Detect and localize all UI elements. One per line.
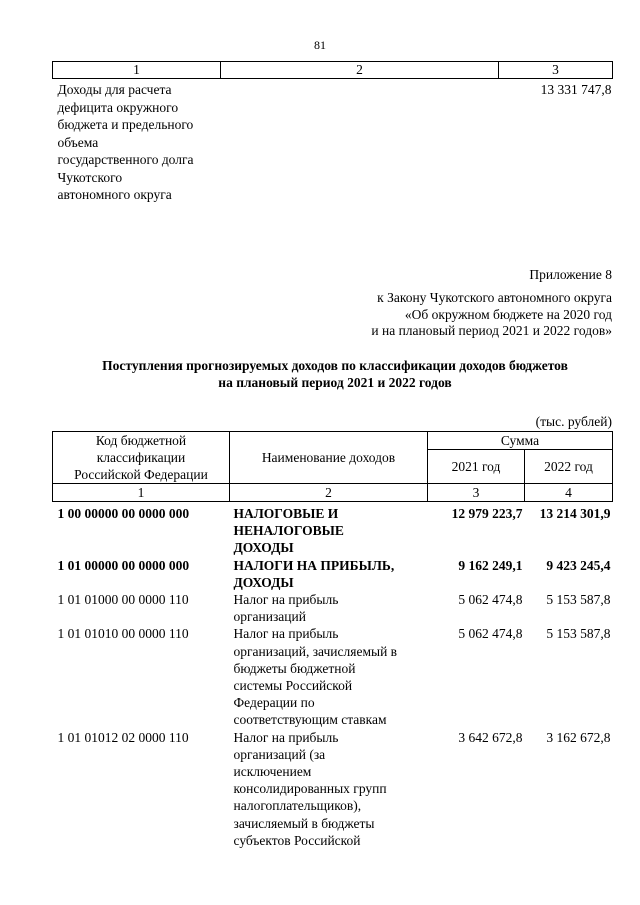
top-row-name [53,79,221,204]
code-header-line: Российской Федерации [74,467,208,482]
table-row [53,625,613,728]
row-name [230,625,428,728]
appendix-line: Приложение 8 [529,267,612,282]
sum-header: Сумма [428,432,613,450]
name-line: системы Российской [233,678,353,694]
row-code: 1 00 00000 00 0000 000 [57,506,190,521]
name-line: автономного округа [57,187,172,202]
row-code: 1 01 00000 00 0000 000 [57,557,190,573]
appendix-line: и на плановый период 2021 и 2022 годов» [371,323,612,338]
name-line: Налог на прибыль [233,729,339,745]
table-row [53,729,613,849]
column-numbers-row [53,484,613,502]
name-line: Налог на прибыль [233,626,339,642]
name-header: Наименование доходов [230,432,428,484]
row-2022: 9 423 245,4 [546,557,611,573]
name-line: НАЛОГОВЫЕ И [233,506,339,521]
row-2022: 3 162 672,8 [546,729,611,745]
name-line: исключением [233,764,312,780]
row-2021: 5 062 474,8 [458,592,523,608]
year-2021-header: 2021 год [428,450,525,484]
name-line: дефицита окружного [57,99,179,115]
top-row-value: 13 331 747,8 [540,82,612,97]
revenue-table [52,431,613,849]
row-name [230,591,428,625]
col-number: 4 [525,484,613,502]
name-line: Федерации по [233,695,315,711]
row-code: 1 01 01000 00 0000 110 [57,592,189,608]
name-line: зачисляемый в бюджеты [233,815,375,831]
row-2022: 5 153 587,8 [546,626,611,642]
row-code: 1 01 01010 00 0000 110 [57,626,189,642]
col-number: 3 [428,484,525,502]
name-line: ДОХОДЫ [233,540,294,556]
page-title [40,357,630,391]
row-2022: 13 214 301,9 [539,506,611,521]
row-name [230,729,428,849]
top-col-3: 3 [499,62,613,79]
top-row-empty [221,79,499,204]
name-line: организаций [233,609,306,625]
name-line: Налог на прибыль [233,592,339,608]
row-name [230,557,428,591]
row-2022: 5 153 587,8 [546,592,611,608]
code-header-line: Код бюджетной [95,433,187,448]
col-number: 1 [53,484,230,502]
name-line: организаций (за [233,746,326,762]
table-row [53,502,613,557]
name-line: ДОХОДЫ [233,574,294,590]
top-table [52,61,613,204]
name-line: бюджеты бюджетной [233,660,356,676]
row-code: 1 01 01012 02 0000 110 [57,729,189,745]
name-line: НАЛОГИ НА ПРИБЫЛЬ, [233,557,395,573]
name-line: консолидированных групп [233,781,387,797]
year-2022-header: 2022 год [525,450,613,484]
row-2021: 9 162 249,1 [458,557,523,573]
title-line: Поступления прогнозируемых доходов по классификации доходов бюджетов [102,358,568,373]
name-line: НЕНАЛОГОВЫЕ [233,523,344,539]
header-row [53,432,613,450]
page-number: 81 [314,38,326,52]
name-line: государственного долга [57,152,194,167]
name-line: объема [57,134,99,150]
top-col-1: 1 [53,62,221,79]
top-col-2: 2 [221,62,499,79]
name-line: субъектов Российской [233,832,361,848]
appendix-line: к Закону Чукотского автономного округа [377,290,612,305]
name-line: налогоплательщиков), [233,798,362,814]
row-2021: 12 979 223,7 [451,506,523,521]
col-number: 2 [230,484,428,502]
table-row [53,79,613,204]
row-2021: 5 062 474,8 [458,626,523,642]
title-line: на плановый период 2021 и 2022 годов [218,375,452,390]
code-header-line: классификации [96,450,186,465]
row-2021: 3 642 672,8 [458,729,523,745]
appendix-line: «Об окружном бюджете на 2020 год [404,307,612,322]
top-table-header [53,62,613,79]
name-line: соответствующим ставкам [233,712,387,728]
table-row [53,557,613,591]
name-line: Доходы для расчета [57,82,172,97]
name-line: бюджета и предельного [57,117,194,132]
name-line: Чукотского [57,169,123,185]
code-header [53,432,230,484]
row-name [230,502,428,557]
name-line: организаций, зачисляемый в [233,643,398,659]
units-label: (тыс. рублей) [535,414,612,429]
table-row [53,591,613,625]
